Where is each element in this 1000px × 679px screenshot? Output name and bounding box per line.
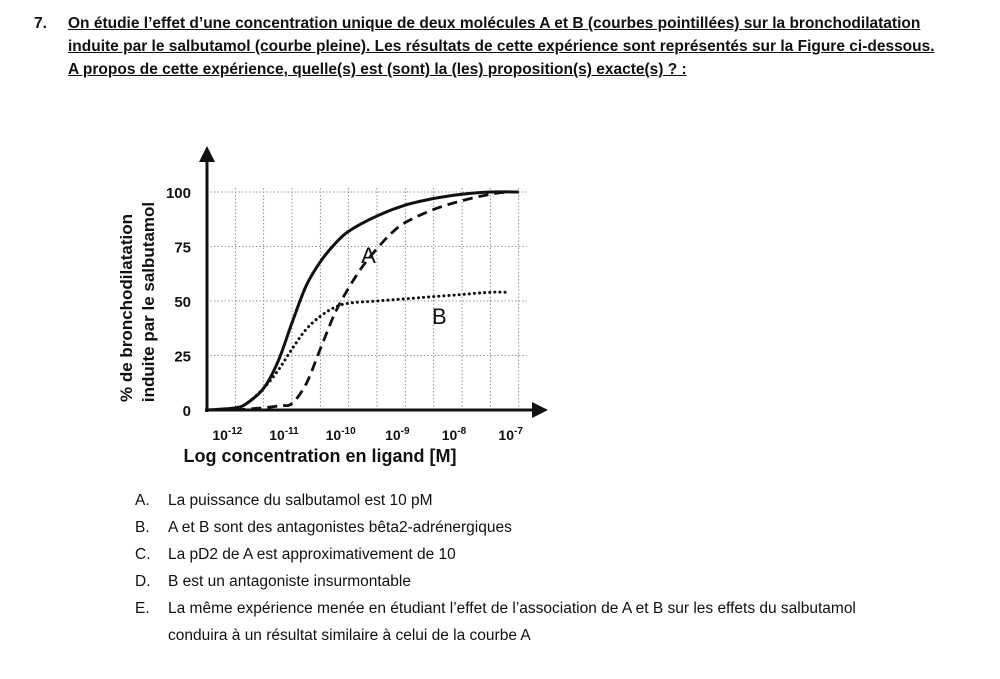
x-tick-base: 10 [498, 427, 515, 443]
x-tick-label [269, 426, 299, 443]
option-letter: C. [135, 546, 151, 563]
curve-label-b: B [431, 304, 447, 330]
x-tick-exponent: -9 [400, 426, 410, 437]
x-tick-label [326, 426, 356, 443]
option-text: A et B sont des antagonistes bêta2-adrénergiques [168, 519, 512, 536]
x-tick-label [442, 426, 467, 443]
option-text: B est un antagoniste insurmontable [168, 573, 411, 590]
y-tick-label: 100 [165, 185, 191, 202]
x-tick-base: 10 [385, 427, 401, 443]
chart-axes [199, 146, 548, 418]
option-e [135, 595, 895, 649]
option-b [135, 514, 895, 541]
x-tick-exponent: -11 [284, 426, 299, 437]
question-text: On étudie l’effet d’une concentration unique de deux molécules A et B (courbes pointillées) sur la bronchodilatation induite par le salbutamol (courbe pleine). Les résultats de cette expérience sont représentés sur la Figure ci-dessous. A propos de cette expérience, quelle(s) est (sont) la (les) proposition(s) exacte(s) ? : [68, 15, 935, 78]
y-axis-arrow-icon [199, 146, 215, 162]
option-letter: A. [135, 492, 150, 509]
x-tick-exponent: -7 [514, 426, 523, 437]
x-tick-base: 10 [212, 427, 228, 443]
y-tick-label: 25 [174, 348, 191, 366]
y-tick-label: 50 [174, 294, 191, 311]
option-letter: D. [135, 573, 151, 590]
option-text: La puissance du salbutamol est 10 pM [168, 492, 433, 509]
x-axis-arrow-icon [532, 402, 548, 418]
y-axis-title-line2: induite par le salbutamol [139, 201, 158, 403]
option-c [135, 541, 895, 568]
option-text: La pD2 de A est approximativement de 10 [168, 546, 456, 563]
x-axis-title: Log concentration en ligand [M] [183, 446, 457, 466]
option-letter: B. [135, 519, 150, 536]
question-number: 7. [34, 15, 47, 32]
dose-response-chart [100, 140, 560, 475]
x-tick-base: 10 [325, 427, 342, 443]
y-axis-title-line1: % de bronchodilatation [117, 214, 136, 402]
x-tick-label [385, 426, 410, 443]
chart-ticks [166, 185, 523, 443]
answer-options [135, 487, 895, 649]
x-tick-label [498, 426, 523, 443]
y-tick-label: 75 [174, 239, 191, 257]
x-tick-label [212, 426, 242, 443]
y-tick-label: 0 [182, 403, 191, 420]
option-d [135, 568, 895, 595]
curve-label-a: A [361, 243, 376, 269]
x-tick-base: 10 [441, 427, 458, 443]
option-text: La même expérience menée en étudiant l’effet de l’association de A et B sur les effets du salbutamol conduira à un résultat similaire à celui de la courbe A [168, 600, 856, 644]
curve-b [235, 292, 507, 410]
x-tick-base: 10 [269, 427, 285, 443]
x-tick-exponent: -8 [457, 426, 467, 437]
option-a [135, 487, 895, 514]
option-letter: E. [135, 600, 150, 617]
x-tick-exponent: -12 [227, 426, 243, 437]
x-tick-exponent: -10 [341, 426, 356, 437]
